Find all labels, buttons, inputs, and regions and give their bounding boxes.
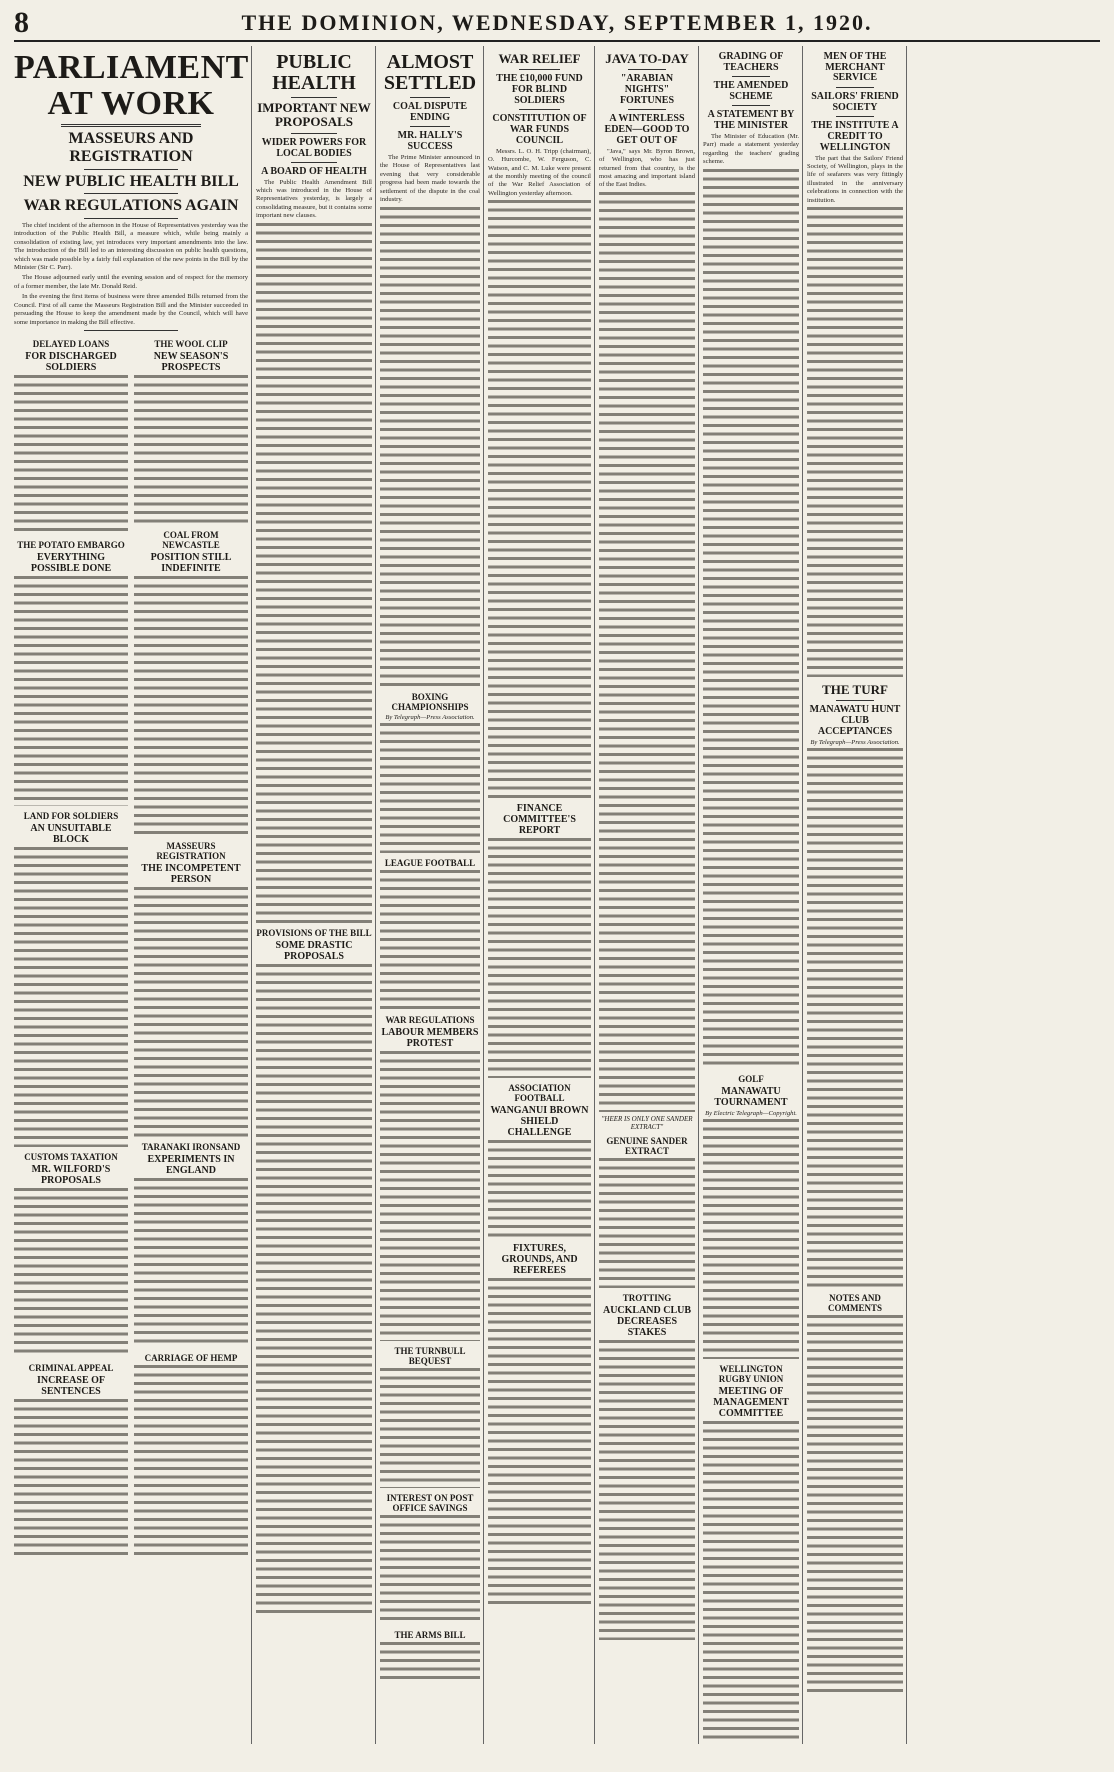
text-block (807, 1315, 903, 1695)
text-block (488, 200, 591, 800)
headline-java: JAVA TO-DAY (605, 51, 689, 66)
headline-parliament: PARLIAMENT AT WORK (14, 49, 249, 122)
column-almost-settled (380, 46, 484, 1744)
article-text: The House adjourned early until the evening session and of respect for the memory of a former member, the late Mr. Donald Reid. (14, 274, 248, 290)
section-head-turf: THE TURF (822, 682, 888, 698)
section-subhead: SOME DRASTIC PROPOSALS (275, 939, 353, 962)
text-block (380, 1368, 480, 1488)
article-text: The Public Health Amendment Bill which was introduced in the House of Representatives yesterday, is largely a consolidating measure, but it contains some important new clauses. (256, 178, 372, 220)
section-head: WELLINGTON RUGBY UNION (718, 1363, 784, 1384)
text-block (599, 1158, 695, 1288)
column-parliament (14, 46, 252, 1744)
section-subhead: LABOUR MEMBERS PROTEST (381, 1026, 479, 1049)
subhead: A WINTERLESS EDEN—GOOD TO GET OUT OF (604, 112, 690, 146)
section-head: CUSTOMS TAXATION (24, 1152, 118, 1162)
subhead: CONSTITUTION OF WAR FUNDS COUNCIL (492, 112, 587, 146)
section-head: DELAYED LOANS (32, 339, 110, 349)
section-head: CRIMINAL APPEAL (28, 1363, 114, 1373)
section-head: PROVISIONS OF THE BILL (256, 927, 372, 938)
subcolumn-left (14, 334, 128, 1562)
columns (14, 46, 1100, 1744)
subhead: WIDER POWERS FOR LOCAL BODIES (261, 136, 367, 159)
page-number: 8 (14, 6, 29, 39)
subhead: IMPORTANT NEW PROPOSALS (257, 100, 371, 130)
text-block (134, 1178, 248, 1348)
section-head: TROTTING (622, 1292, 672, 1303)
section-subhead: INCREASE OF SENTENCES (36, 1375, 106, 1397)
subhead: A BOARD OF HEALTH (261, 165, 367, 177)
headline-merchant: MEN OF THE MERCHANT SERVICE (823, 51, 887, 83)
section-head: LEAGUE FOOTBALL (384, 857, 476, 868)
subhead: THE AMENDED SCHEME (713, 80, 789, 102)
section-head: BOXING CHAMPIONSHIPS (391, 691, 469, 712)
text-block (256, 223, 372, 923)
text-block (14, 576, 128, 806)
advertisement-heading: "HEER IS ONLY ONE SANDER EXTRACT" (601, 1114, 693, 1131)
text-block (703, 169, 799, 1069)
section-head: LAND FOR SOLDIERS (23, 811, 119, 821)
headline-war-relief: WAR RELIEF (498, 51, 581, 66)
subhead: "ARABIAN NIGHTS" FORTUNES (619, 72, 675, 106)
headline-public-health: PUBLIC HEALTH (272, 51, 356, 94)
text-block (134, 1365, 248, 1555)
text-block (807, 207, 903, 677)
text-block (14, 847, 128, 1147)
text-block (488, 1140, 591, 1240)
section-subhead: EXPERIMENTS IN ENGLAND (147, 1154, 235, 1176)
subhead: THE INSTITUTE A CREDIT TO WELLINGTON (811, 119, 899, 153)
section-head: WAR REGULATIONS (385, 1014, 475, 1025)
masthead (14, 6, 1100, 42)
section-subhead: FOR DISCHARGED SOLDIERS (25, 351, 117, 373)
article-text: "Java," says Mr. Byron Brown, of Wellington, who has just returned from that country, is the most amazing and important island of the East Indies. (599, 147, 695, 189)
subhead: COAL DISPUTE ENDING (392, 101, 468, 123)
section-subhead: FIXTURES, GROUNDS, AND REFEREES (501, 1243, 578, 1277)
section-subhead: POSITION STILL INDEFINITE (150, 552, 232, 574)
text-block (488, 838, 591, 1078)
section-head: NOTES AND COMMENTS (828, 1292, 882, 1313)
subhead: THE £10,000 FUND FOR BLIND SOLDIERS (496, 72, 583, 106)
section-subhead: MANAWATU TOURNAMENT (714, 1085, 788, 1108)
section-head: TARANAKI IRONSAND (141, 1142, 241, 1152)
text-block (703, 1421, 799, 1741)
text-block (703, 1119, 799, 1359)
article-text: The part that the Sailors' Friend Society, of Wellington, plays in the life of seafarers was very fittingly illustrated in the anniversary celebrations in connection with the institution. (807, 154, 903, 204)
section-subhead: EVERYTHING POSSIBLE DONE (30, 552, 112, 574)
section-subhead: FINANCE COMMITTEE'S REPORT (503, 803, 576, 837)
section-head: MASSEURS REGISTRATION (156, 841, 226, 861)
advertisement-title: GENUINE SANDER EXTRACT (606, 1135, 688, 1156)
column-merchant-service (807, 46, 907, 1744)
section-head: THE TURNBULL BEQUEST (394, 1345, 466, 1366)
section-head: GOLF (738, 1073, 764, 1084)
text-block (380, 870, 480, 1010)
section-head: THE WOOL CLIP (154, 339, 228, 349)
text-block (807, 748, 903, 1288)
headline-almost-settled: ALMOST SETTLED (383, 51, 477, 94)
section-subhead: WANGANUI BROWN SHIELD CHALLENGE (490, 1105, 589, 1139)
column-java (599, 46, 699, 1744)
text-block (134, 576, 248, 836)
text-block (14, 1188, 128, 1358)
section-head: THE POTATO EMBARGO (17, 540, 125, 550)
section-head: ASSOCIATION FOOTBALL (508, 1083, 571, 1104)
section-subhead: MR. WILFORD'S PROPOSALS (31, 1164, 111, 1186)
byline: By Telegraph—Press Association. (385, 713, 475, 721)
subhead-war-regs: WAR REGULATIONS AGAIN (23, 197, 239, 215)
section-head: COAL FROM NEWCASTLE (162, 530, 220, 550)
column-war-relief (488, 46, 595, 1744)
section-head: THE ARMS BILL (394, 1629, 466, 1640)
section-subhead: MANAWATU HUNT CLUB ACCEPTANCES (809, 703, 901, 737)
article-text: The Minister of Education (Mr. Parr) made a statement yesterday regarding the teachers' grading scheme. (703, 133, 799, 166)
subhead-public-health: NEW PUBLIC HEALTH BILL (23, 172, 239, 190)
text-block (380, 1515, 480, 1625)
subcolumn-right (134, 334, 248, 1562)
section-head: CARRIAGE OF HEMP (144, 1353, 238, 1363)
section-subhead: MEETING OF MANAGEMENT COMMITTEE (713, 1385, 789, 1419)
text-block (380, 207, 480, 687)
column-grading-teachers (703, 46, 803, 1744)
newspaper-title: THE DOMINION, WEDNESDAY, SEPTEMBER 1, 1920. (241, 10, 873, 35)
article-text: Messrs. L. O. H. Tripp (chairman), O. Hurcombe, W. Ferguson, C. Watson, and C. M. Luke were present at the monthly meeting of the council of the War Relief Association of Wellington yesterday afternoon. (488, 147, 591, 197)
section-head: INTEREST ON POST OFFICE SAVINGS (386, 1492, 474, 1513)
article-text: The Prime Minister announced in the House of Representatives last evening that very considerable progress had been made towards the settlement of the dispute in the coal industry. (380, 154, 480, 204)
section-subhead: NEW SEASON'S PROSPECTS (153, 351, 229, 373)
text-block (14, 1399, 128, 1559)
subhead: MR. HALLY'S SUCCESS (397, 130, 463, 152)
subhead: SAILORS' FRIEND SOCIETY (811, 90, 899, 113)
text-block (599, 192, 695, 1112)
text-block (14, 375, 128, 535)
section-subhead: THE INCOMPETENT PERSON (141, 863, 241, 885)
subhead-masseurs: MASSEURS AND REGISTRATION (68, 130, 194, 165)
subhead: A STATEMENT BY THE MINISTER (707, 109, 795, 131)
byline: By Electric Telegraph—Copyright. (705, 1109, 797, 1117)
article-text: In the evening the first items of business were three amended Bills returned from the Council. First of all came the Masseurs Registration Bill and the Minister succeeded in persuading the House to keep the amendment made by the Council, which will have some importance in making the Bill effective. (14, 293, 248, 326)
text-block (380, 1642, 480, 1682)
column-public-health (256, 46, 376, 1744)
headline-grading: GRADING OF TEACHERS (718, 51, 784, 73)
text-block (488, 1278, 591, 1608)
text-block (134, 887, 248, 1137)
section-subhead: AUCKLAND CLUB DECREASES STAKES (602, 1304, 692, 1338)
article-text: The chief incident of the afternoon in the House of Representatives yesterday was the introduction of the Public Health Bill, a measure which, while being mainly a consolidation of existing law, yet introduces very important amendments into the law. The introduction of the Bill led to an interesting discussion on public health questions, which was made possible by a fairly full explanation of the new points in the Bill by the Minister (Sir C. Parr). (14, 221, 248, 271)
text-block (134, 375, 248, 525)
text-block (599, 1340, 695, 1640)
text-block (256, 964, 372, 1614)
byline: By Telegraph—Press Association. (810, 738, 900, 746)
section-subhead: AN UNSUITABLE BLOCK (30, 823, 112, 845)
text-block (380, 723, 480, 853)
text-block (380, 1051, 480, 1341)
